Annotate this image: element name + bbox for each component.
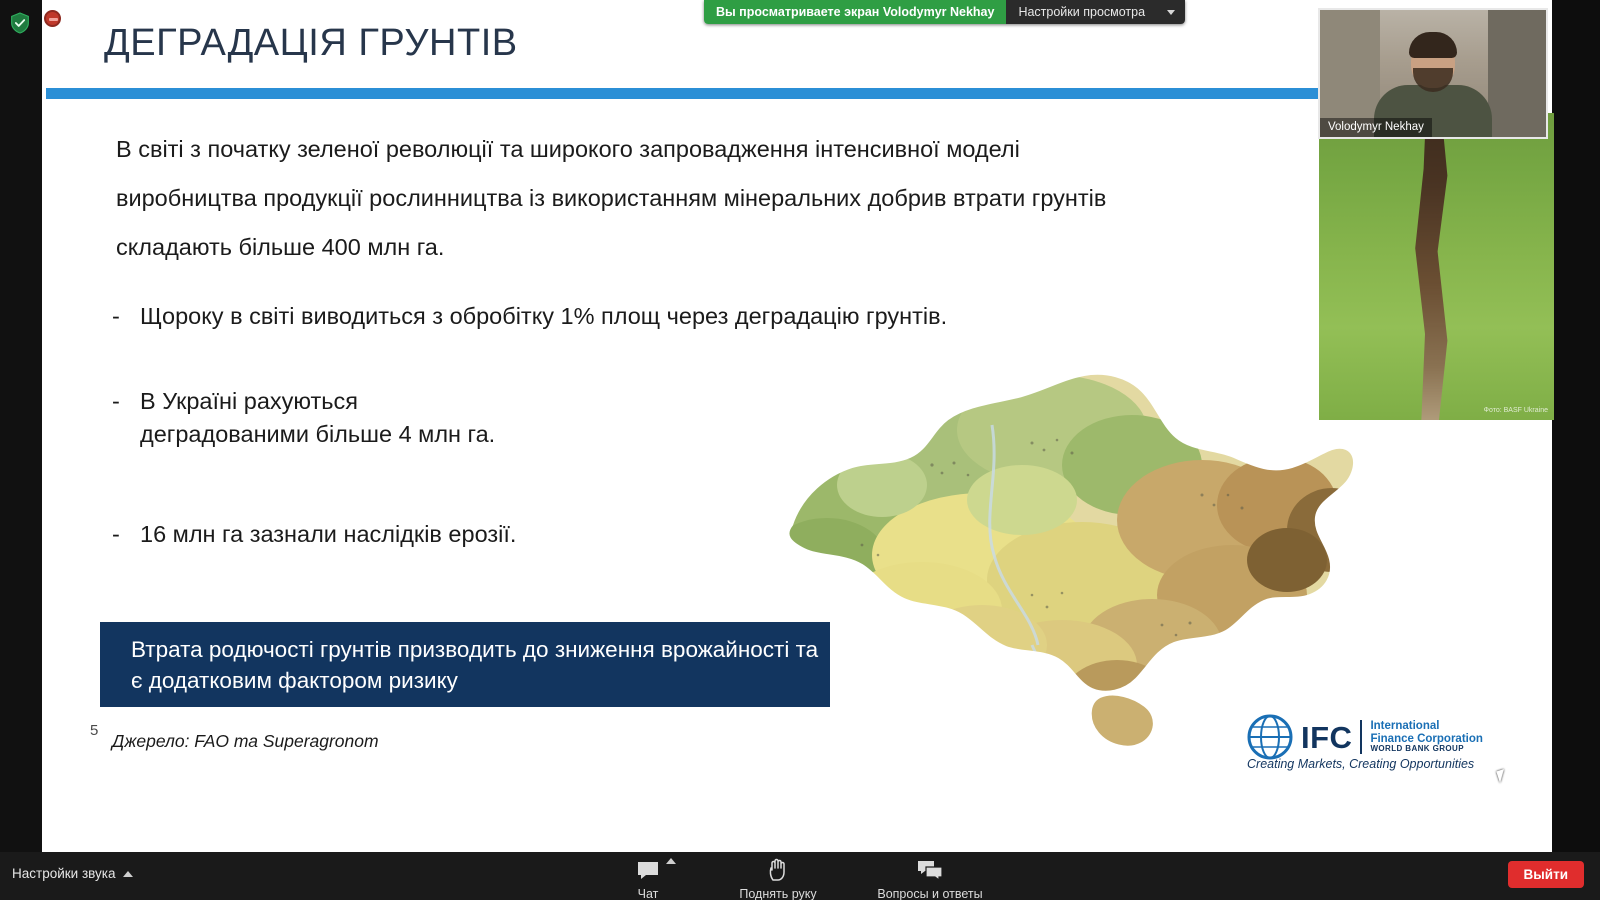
leave-button[interactable]: Выйти [1508, 861, 1585, 888]
logo-divider [1360, 720, 1362, 754]
meeting-toolbar [0, 852, 1600, 900]
ifc-line1: International [1370, 720, 1440, 733]
chat-button[interactable] [600, 854, 696, 900]
map-region-crimea [1091, 695, 1154, 747]
slide-paragraph: В світі з початку зеленої революції та широкого запровадження інтенсивної моделі виробництва продукції рослинництва із використанням мінеральних добрив втрати грунтів складають більше 400 млн га. [116, 136, 1107, 260]
callout-box: Втрата родючості грунтів призводить до зниження врожайності та є додатковим фактором ризику [100, 622, 830, 707]
participant-name: Volodymyr Nekhay [1320, 118, 1432, 137]
list-item [112, 385, 532, 451]
photo-watermark: Фото: BASF Ukraine [1483, 407, 1548, 414]
field-erosion-photo [1319, 113, 1554, 420]
chevron-down-icon [1167, 10, 1175, 15]
qa-icon [917, 858, 943, 882]
qa-button[interactable] [860, 854, 1000, 900]
bullet-dash: - [112, 521, 120, 547]
slide-number: 5 [90, 722, 99, 739]
view-options-label: Настройки просмотра [1018, 5, 1146, 19]
qa-label: Вопросы и ответы [877, 887, 983, 900]
raise-hand-button[interactable] [730, 854, 826, 900]
list-item [112, 518, 532, 551]
ifc-tagline: Creating Markets, Creating Opportunities [1247, 757, 1475, 771]
map-svg [732, 345, 1372, 765]
share-status-label: Вы просматриваете экран Volodymyr Nekhay [704, 0, 1006, 24]
bullet-dash: - [112, 388, 120, 414]
raise-hand-icon [767, 858, 789, 882]
recording-indicator[interactable] [44, 10, 61, 27]
bullet-dash: - [112, 303, 120, 329]
bullet-text: В Україні рахуються деградованими більше 4 млн га. [140, 388, 496, 447]
video-wall-right [1488, 10, 1546, 137]
chevron-up-icon[interactable] [123, 871, 133, 877]
list-item [112, 300, 1172, 333]
right-gutter [1552, 0, 1600, 852]
view-options-button[interactable] [1006, 0, 1185, 24]
ifc-line3: WORLD BANK GROUP [1370, 744, 1464, 754]
chat-chevron-up-icon[interactable] [666, 858, 676, 864]
toolbar-buttons [600, 854, 1000, 900]
left-gutter [0, 0, 42, 852]
bullet-text: 16 млн га зазнали наслідків ерозії. [140, 521, 517, 547]
shield-icon [10, 12, 30, 34]
chat-label: Чат [637, 887, 659, 900]
audio-settings-button[interactable] [12, 866, 133, 881]
participant-video-tile[interactable] [1318, 8, 1548, 139]
raise-hand-label: Поднять руку [739, 887, 817, 900]
chat-icon [636, 858, 660, 882]
ukraine-soil-map [732, 345, 1372, 765]
ifc-wordmark: IFC [1301, 719, 1353, 755]
globe-icon [1247, 714, 1293, 760]
ifc-subtext [1370, 720, 1482, 753]
page-title: ДЕГРАДАЦІЯ ГРУНТІВ [104, 22, 518, 64]
ifc-line2: Finance Corporation [1370, 732, 1483, 745]
screen-share-banner [704, 0, 1185, 24]
audio-settings-label: Настройки звука [12, 866, 116, 881]
source-note: Джерело: FAO та Superagronom [112, 731, 379, 751]
bullet-text: Щороку в світі виводиться з обробітку 1% площ через деградацію грунтів. [140, 303, 948, 329]
